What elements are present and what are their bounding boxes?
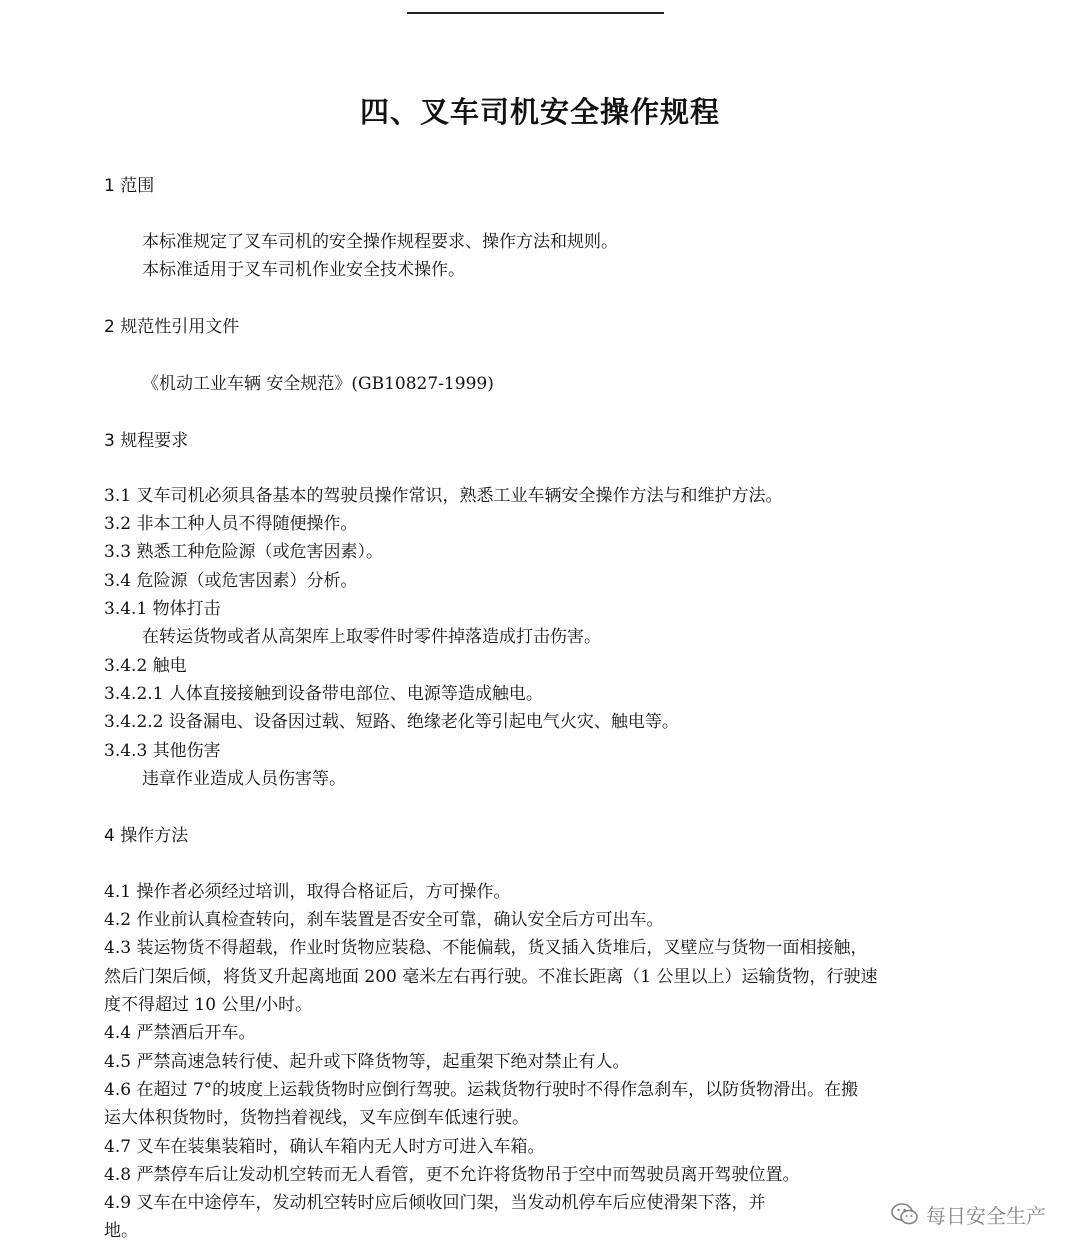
section-4-line: 运大体积货物时，货物挡着视线，叉车应倒车低速行驶。 [104, 1108, 529, 1128]
watermark-text: 每日安全生产 [926, 1203, 1046, 1228]
wechat-icon [890, 1201, 920, 1227]
top-rule [407, 12, 664, 14]
section-4-line: 然后门架后倾，将货叉升起离地面 200 毫米左右再行驶。不准长距离（1 公里以上）运输货物，行驶速 [104, 967, 878, 987]
section-4-line: 4.9 叉车在中途停车，发动机空转时应后倾收回门架，当发动机停车后应使滑架下落，并 [104, 1193, 766, 1213]
section-2-heading: 2 规范性引用文件 [104, 317, 240, 337]
section-1-paragraph: 本标准规定了叉车司机的安全操作规程要求、操作方法和规则。 [142, 232, 618, 252]
section-3-heading: 3 规程要求 [104, 431, 189, 451]
section-3-line: 3.4 危险源（或危害因素）分析。 [104, 571, 358, 591]
section-3-line: 3.4.3 其他伤害 [104, 741, 221, 761]
section-3-line: 3.4.2.2 设备漏电、设备因过载、短路、绝缘老化等引起电气火灾、触电等。 [104, 712, 679, 732]
section-4-heading: 4 操作方法 [104, 826, 189, 846]
section-3-line: 违章作业造成人员伤害等。 [142, 769, 346, 789]
watermark [886, 1196, 1050, 1232]
section-4-line: 4.8 严禁停车后让发动机空转而无人看管，更不允许将货物吊于空中而驾驶员离开驾驶位置。 [104, 1165, 800, 1185]
section-3-line: 3.4.2 触电 [104, 656, 187, 676]
section-4-line: 度不得超过 10 公里/小时。 [104, 995, 313, 1015]
section-3-line: 3.4.2.1 人体直接接触到设备带电部位、电源等造成触电。 [104, 684, 543, 704]
section-4-line: 4.2 作业前认真检查转向，刹车装置是否安全可靠，确认安全后方可出车。 [104, 910, 664, 930]
section-4-line: 4.1 操作者必须经过培训，取得合格证后，方可操作。 [104, 882, 511, 902]
page-title: 四、叉车司机安全操作规程 [359, 95, 720, 129]
section-3-line: 3.2 非本工种人员不得随便操作。 [104, 514, 358, 534]
section-4-line: 4.4 严禁酒后开车。 [104, 1023, 256, 1043]
section-1-heading: 1 范围 [104, 176, 155, 196]
section-3-line: 3.3 熟悉工种危险源（或危害因素）。 [104, 542, 383, 562]
section-4-line: 地。 [104, 1221, 138, 1241]
reference-document: 《机动工业车辆 安全规范》(GB10827-1999) [142, 374, 494, 394]
section-1-paragraph: 本标准适用于叉车司机作业安全技术操作。 [142, 260, 465, 280]
section-4-line: 4.6 在超过 7°的坡度上运载货物时应倒行驾驶。运栽货物行驶时不得作急刹车，以防货物滑出。在搬 [104, 1080, 859, 1100]
section-3-line: 3.1 叉车司机必须具备基本的驾驶员操作常识，熟悉工业车辆安全操作方法与和维护方法。 [104, 486, 783, 506]
section-3-line: 在转运货物或者从高架库上取零件时零件掉落造成打击伤害。 [142, 627, 601, 647]
section-4-line: 4.7 叉车在装集装箱时，确认车箱内无人时方可进入车箱。 [104, 1137, 545, 1157]
section-3-line: 3.4.1 物体打击 [104, 599, 221, 619]
section-4-line: 4.5 严禁高速急转行使、起升或下降货物等，起重架下绝对禁止有人。 [104, 1052, 630, 1072]
section-4-line: 4.3 装运物货不得超载，作业时货物应装稳、不能偏载，货叉插入货堆后，叉壁应与货物一面相接触， [104, 938, 868, 958]
